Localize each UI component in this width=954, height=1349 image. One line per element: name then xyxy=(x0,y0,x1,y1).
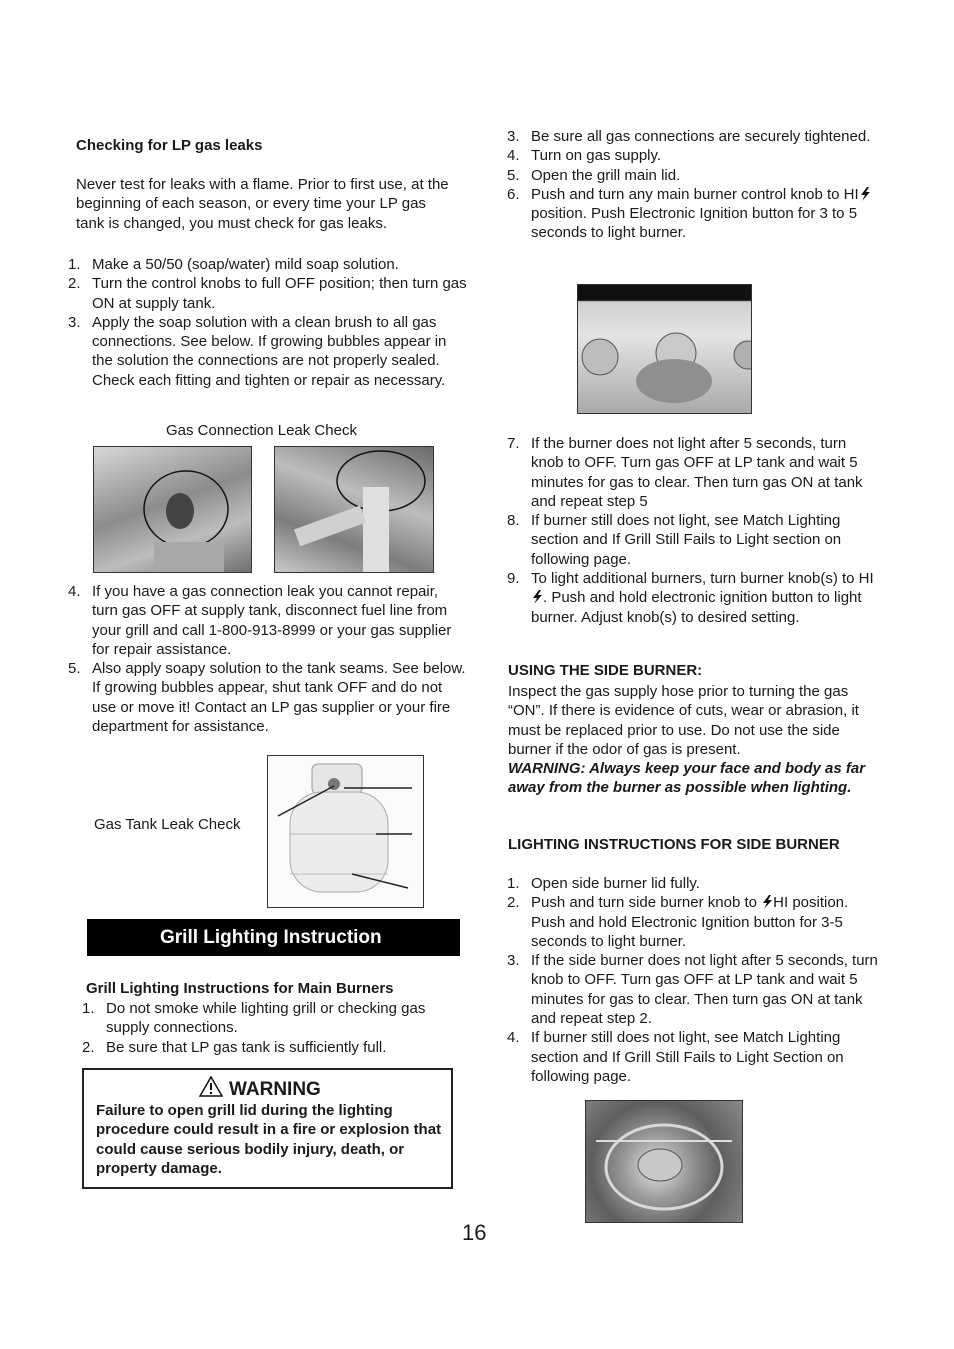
lightning-bolt-icon xyxy=(761,895,773,909)
side-burner-grate-icon xyxy=(586,1101,742,1222)
list-item: 4. If burner still does not light, see Match Lighting section and If Grill Still Fails to Light Section on following page. xyxy=(507,1029,844,1085)
list-item: 3. Apply the soap solution with a clean brush to all gas connections. See below. If growing bubbles appear in the solution the connections are not properly sealed. Check each fitting and tighten or repair as necessary. xyxy=(68,313,447,389)
leak-steps-a xyxy=(68,255,468,390)
list-item: 3. Be sure all gas connections are securely tightened. xyxy=(507,128,871,145)
list-item: 7. If the burner does not light after 5 seconds, turn knob to OFF. Turn gas OFF at LP tank and wait 5 minutes for gas to clear. Then turn gas ON at tank and repeat step 5 xyxy=(507,435,863,510)
side-burner-text: Inspect the gas supply hose prior to turning the gas “ON”. If there is evidence of cuts, wear or abrasion, it must be replaced prior to use. Do not use the side burner if the odor of gas is present. xyxy=(508,683,859,758)
warning-title: WARNING xyxy=(199,1076,321,1101)
circle-marker-icon xyxy=(275,447,433,572)
list-item: 2. Be sure that LP gas tank is sufficiently full. xyxy=(82,1038,387,1056)
list-item: 4. If you have a gas connection leak you cannot repair, turn gas OFF at supply tank, disconnect fuel line from your grill and call 1-800-913-8999 or your gas supplier for repair assistance. xyxy=(68,583,452,658)
side-lighting-heading: LIGHTING INSTRUCTIONS FOR SIDE BURNER xyxy=(508,836,840,853)
list-item: 5. Also apply soapy solution to the tank seams. See below. If growing bubbles appear, shut tank OFF and do not use or move it! Contact an LP gas supplier or your fire department for assistance. xyxy=(68,660,466,736)
list-item: 5. Open the grill main lid. xyxy=(507,166,681,184)
side-burner-warning: WARNING: Always keep your face and body as far away from the burner as possible when lighting. xyxy=(508,760,866,797)
gas-tank-diagram xyxy=(267,755,424,908)
list-item: 9. To light additional burners, turn burner knob(s) to HI. Push and hold electronic ignition button to light burner. Adjust knob(s) to desired setting. xyxy=(507,570,874,626)
gas-connection-photo-left xyxy=(93,446,252,573)
warning-text: Failure to open grill lid during the lighting procedure could result in a fire or explosion that could cause serious bodily injury, death, or property damage. xyxy=(96,1102,442,1177)
list-item: 1. Make a 50/50 (soap/water) mild soap solution. xyxy=(68,256,399,273)
control-knobs-icon xyxy=(578,285,751,413)
banner-title: Grill Lighting Instruction xyxy=(160,927,382,948)
tank-caption: Gas Tank Leak Check xyxy=(94,816,241,833)
list-item: 2. Push and turn side burner knob to HI position. Push and hold Electronic Ignition button for 3-5 seconds to light burner. xyxy=(507,894,849,950)
list-item: 8. If burner still does not light, see Match Lighting section and If Grill Still Fails to Light section on following page. xyxy=(507,512,842,568)
list-item: 2. Turn the control knobs to full OFF position; then turn gas ON at supply tank. xyxy=(68,275,467,312)
side-burner-heading: USING THE SIDE BURNER: xyxy=(508,662,703,679)
main-burner-steps-continued xyxy=(507,127,877,243)
warning-triangle-icon xyxy=(199,1076,223,1097)
main-burners-heading: Grill Lighting Instructions for Main Burners xyxy=(86,980,394,997)
lightning-bolt-icon xyxy=(859,187,871,201)
conn-caption: Gas Connection Leak Check xyxy=(166,422,357,439)
warning-box xyxy=(82,1068,453,1189)
list-item: 1. Do not smoke while lighting grill or checking gas supply connections. xyxy=(82,1000,426,1037)
gas-connection-photo-right xyxy=(274,446,434,573)
list-item: 3. If the side burner does not light after 5 seconds, turn knob to OFF. Turn gas OFF at LP tank and wait 5 minutes for gas to clear. Then turn gas ON at tank and repeat step 2. xyxy=(507,952,878,1028)
leak-steps-b xyxy=(68,582,468,736)
grill-lighting-banner xyxy=(87,919,460,956)
circle-marker-icon xyxy=(94,447,251,572)
control-knob-photo xyxy=(577,284,752,414)
gas-tank-icon xyxy=(268,756,423,907)
main-burner-steps-end xyxy=(507,434,877,627)
leak-heading: Checking for LP gas leaks xyxy=(76,137,263,154)
leak-intro: Never test for leaks with a flame. Prior to first use, at the beginning of each season, or every time your LP gas tank is changed, you must check for gas leaks. xyxy=(76,176,449,232)
page-number: 16 xyxy=(462,1220,487,1245)
list-item: 6. Push and turn any main burner control knob to HIposition. Push Electronic Ignition button for 3 to 5 seconds to light burner. xyxy=(507,185,877,243)
lightning-bolt-icon xyxy=(531,590,543,604)
side-burner-steps xyxy=(507,874,879,1086)
list-item: 4. Turn on gas supply. xyxy=(507,147,662,165)
list-item: 1. Open side burner lid fully. xyxy=(507,875,700,892)
side-burner-photo xyxy=(585,1100,743,1223)
main-burner-steps xyxy=(82,999,462,1057)
